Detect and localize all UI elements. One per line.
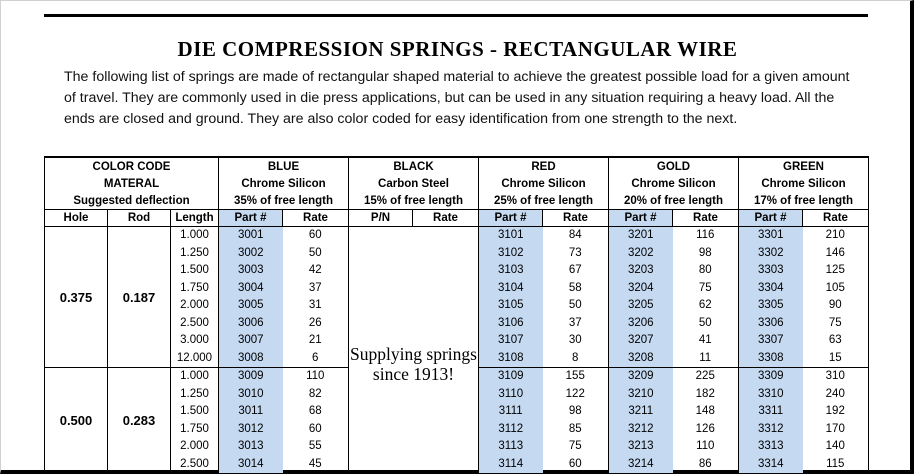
gold-part-number: 3201 — [609, 227, 673, 245]
intro-paragraph: The following list of springs are made of rectangular shaped material to achieve the greatest possible load for a given amount of travel. They are commonly used in die press applications, but can be used in any situation requiring a heavy load. All the ends are closed and ground. They are also color coded for easy identification from one strength to the next. — [64, 69, 850, 127]
blue-rate: 60 — [283, 421, 349, 439]
red-part-number: 3110 — [479, 386, 543, 404]
red-part-number: 3106 — [479, 315, 543, 333]
red-rate: 60 — [543, 456, 609, 474]
column-header-length: Length — [171, 210, 219, 227]
red-part-number: 3103 — [479, 262, 543, 280]
blue-rate: 42 — [283, 262, 349, 280]
table-row — [45, 227, 869, 245]
group-deflection-black: 15% of free length — [349, 192, 479, 210]
spring-length: 1.750 — [171, 421, 219, 439]
group-material-green: Chrome Silicon — [739, 175, 869, 192]
spring-length: 12.000 — [171, 350, 219, 368]
group-material-blue: Chrome Silicon — [219, 175, 349, 192]
gold-part-number: 3210 — [609, 386, 673, 404]
blue-rate: 60 — [283, 227, 349, 245]
spring-length: 1.750 — [171, 280, 219, 298]
column-header-gold-part: Part # — [609, 210, 673, 227]
red-part-number: 3108 — [479, 350, 543, 368]
red-part-number: 3114 — [479, 456, 543, 474]
blue-rate: 82 — [283, 386, 349, 404]
blue-part-number: 3006 — [219, 315, 283, 333]
green-rate: 210 — [803, 227, 869, 245]
green-rate: 63 — [803, 332, 869, 350]
green-part-number: 3304 — [739, 280, 803, 298]
red-rate: 155 — [543, 368, 609, 386]
column-header-rod: Rod — [108, 210, 171, 227]
column-header-green-rate: Rate — [803, 210, 869, 227]
top-rule — [44, 14, 868, 17]
green-rate: 140 — [803, 438, 869, 456]
spring-length: 1.250 — [171, 386, 219, 404]
legend-deflection: Suggested deflection — [45, 192, 219, 210]
red-part-number: 3112 — [479, 421, 543, 439]
spring-length: 3.000 — [171, 332, 219, 350]
blue-rate: 110 — [283, 368, 349, 386]
blue-part-number: 3001 — [219, 227, 283, 245]
green-rate: 90 — [803, 297, 869, 315]
red-part-number: 3111 — [479, 403, 543, 421]
springs-table — [44, 156, 869, 473]
column-header-blue-part: Part # — [219, 210, 283, 227]
green-part-number: 3314 — [739, 456, 803, 474]
column-header-red-part: Part # — [479, 210, 543, 227]
spring-length: 1.000 — [171, 227, 219, 245]
legend-material: MATERAL — [45, 175, 219, 192]
red-rate: 85 — [543, 421, 609, 439]
green-rate: 146 — [803, 245, 869, 263]
gold-part-number: 3206 — [609, 315, 673, 333]
gold-rate: 148 — [673, 403, 739, 421]
blue-rate: 31 — [283, 297, 349, 315]
legend-color-code: COLOR CODE — [45, 157, 219, 175]
column-header-hole: Hole — [45, 210, 108, 227]
column-header-green-part: Part # — [739, 210, 803, 227]
gold-rate: 116 — [673, 227, 739, 245]
blue-part-number: 3014 — [219, 456, 283, 474]
group-name-blue: BLUE — [219, 157, 349, 175]
group-material-red: Chrome Silicon — [479, 175, 609, 192]
gold-part-number: 3207 — [609, 332, 673, 350]
page-title: DIE COMPRESSION SPRINGS - RECTANGULAR WIRE — [177, 37, 738, 61]
gold-part-number: 3209 — [609, 368, 673, 386]
gold-rate: 41 — [673, 332, 739, 350]
green-rate: 170 — [803, 421, 869, 439]
blue-rate: 26 — [283, 315, 349, 333]
blue-rate: 21 — [283, 332, 349, 350]
gold-part-number: 3202 — [609, 245, 673, 263]
column-header-blue-rate: Rate — [283, 210, 349, 227]
spring-length: 2.000 — [171, 297, 219, 315]
spring-length: 2.000 — [171, 438, 219, 456]
rod-size: 0.187 — [108, 227, 171, 368]
column-header-gold-rate: Rate — [673, 210, 739, 227]
group-name-red: RED — [479, 157, 609, 175]
green-part-number: 3313 — [739, 438, 803, 456]
red-part-number: 3104 — [479, 280, 543, 298]
group-deflection-green: 17% of free length — [739, 192, 869, 210]
blue-part-number: 3007 — [219, 332, 283, 350]
blue-rate: 6 — [283, 350, 349, 368]
column-header-black-rate: Rate — [413, 210, 479, 227]
red-rate: 8 — [543, 350, 609, 368]
red-rate: 67 — [543, 262, 609, 280]
spring-length: 1.500 — [171, 403, 219, 421]
green-part-number: 3308 — [739, 350, 803, 368]
gold-part-number: 3204 — [609, 280, 673, 298]
spring-length: 1.500 — [171, 262, 219, 280]
gold-rate: 86 — [673, 456, 739, 474]
hole-size: 0.375 — [45, 227, 108, 368]
group-deflection-red: 25% of free length — [479, 192, 609, 210]
green-part-number: 3312 — [739, 421, 803, 439]
red-rate: 58 — [543, 280, 609, 298]
green-part-number: 3311 — [739, 403, 803, 421]
black-note-cell — [349, 227, 479, 474]
blue-part-number: 3011 — [219, 403, 283, 421]
red-part-number: 3107 — [479, 332, 543, 350]
blue-rate: 55 — [283, 438, 349, 456]
gold-part-number: 3212 — [609, 421, 673, 439]
green-rate: 115 — [803, 456, 869, 474]
red-part-number: 3102 — [479, 245, 543, 263]
green-rate: 240 — [803, 386, 869, 404]
blue-part-number: 3009 — [219, 368, 283, 386]
gold-rate: 110 — [673, 438, 739, 456]
rod-size: 0.283 — [108, 368, 171, 474]
group-name-gold: GOLD — [609, 157, 739, 175]
hole-size: 0.500 — [45, 368, 108, 474]
red-rate: 84 — [543, 227, 609, 245]
gold-rate: 75 — [673, 280, 739, 298]
gold-rate: 62 — [673, 297, 739, 315]
group-deflection-gold: 20% of free length — [609, 192, 739, 210]
blue-part-number: 3008 — [219, 350, 283, 368]
green-rate: 192 — [803, 403, 869, 421]
spring-length: 1.250 — [171, 245, 219, 263]
group-name-black: BLACK — [349, 157, 479, 175]
blue-rate: 37 — [283, 280, 349, 298]
green-rate: 75 — [803, 315, 869, 333]
group-name-green: GREEN — [739, 157, 869, 175]
column-header-red-rate: Rate — [543, 210, 609, 227]
gold-rate: 80 — [673, 262, 739, 280]
red-part-number: 3113 — [479, 438, 543, 456]
spring-length: 1.000 — [171, 368, 219, 386]
gold-part-number: 3208 — [609, 350, 673, 368]
green-rate: 125 — [803, 262, 869, 280]
gold-rate: 126 — [673, 421, 739, 439]
gold-part-number: 3211 — [609, 403, 673, 421]
blue-part-number: 3004 — [219, 280, 283, 298]
red-rate: 50 — [543, 297, 609, 315]
green-part-number: 3309 — [739, 368, 803, 386]
blue-rate: 68 — [283, 403, 349, 421]
red-part-number: 3101 — [479, 227, 543, 245]
red-rate: 75 — [543, 438, 609, 456]
blue-part-number: 3005 — [219, 297, 283, 315]
column-header-black-pn: P/N — [349, 210, 413, 227]
black-note: Supplying springs since 1913! — [350, 344, 477, 384]
green-part-number: 3301 — [739, 227, 803, 245]
group-material-black: Carbon Steel — [349, 175, 479, 192]
green-part-number: 3306 — [739, 315, 803, 333]
spring-length: 2.500 — [171, 315, 219, 333]
green-part-number: 3307 — [739, 332, 803, 350]
spring-length: 2.500 — [171, 456, 219, 474]
gold-rate: 11 — [673, 350, 739, 368]
blue-part-number: 3012 — [219, 421, 283, 439]
green-rate: 310 — [803, 368, 869, 386]
gold-part-number: 3205 — [609, 297, 673, 315]
gold-rate: 98 — [673, 245, 739, 263]
green-part-number: 3302 — [739, 245, 803, 263]
red-part-number: 3105 — [479, 297, 543, 315]
gold-rate: 50 — [673, 315, 739, 333]
gold-rate: 182 — [673, 386, 739, 404]
red-rate: 30 — [543, 332, 609, 350]
blue-part-number: 3010 — [219, 386, 283, 404]
group-deflection-blue: 35% of free length — [219, 192, 349, 210]
green-rate: 15 — [803, 350, 869, 368]
blue-part-number: 3013 — [219, 438, 283, 456]
group-material-gold: Chrome Silicon — [609, 175, 739, 192]
green-part-number: 3305 — [739, 297, 803, 315]
gold-rate: 225 — [673, 368, 739, 386]
gold-part-number: 3214 — [609, 456, 673, 474]
gold-part-number: 3203 — [609, 262, 673, 280]
green-rate: 105 — [803, 280, 869, 298]
green-part-number: 3310 — [739, 386, 803, 404]
blue-part-number: 3003 — [219, 262, 283, 280]
blue-part-number: 3002 — [219, 245, 283, 263]
red-rate: 37 — [543, 315, 609, 333]
blue-rate: 45 — [283, 456, 349, 474]
red-rate: 122 — [543, 386, 609, 404]
blue-rate: 50 — [283, 245, 349, 263]
red-rate: 98 — [543, 403, 609, 421]
gold-part-number: 3213 — [609, 438, 673, 456]
green-part-number: 3303 — [739, 262, 803, 280]
red-part-number: 3109 — [479, 368, 543, 386]
red-rate: 73 — [543, 245, 609, 263]
